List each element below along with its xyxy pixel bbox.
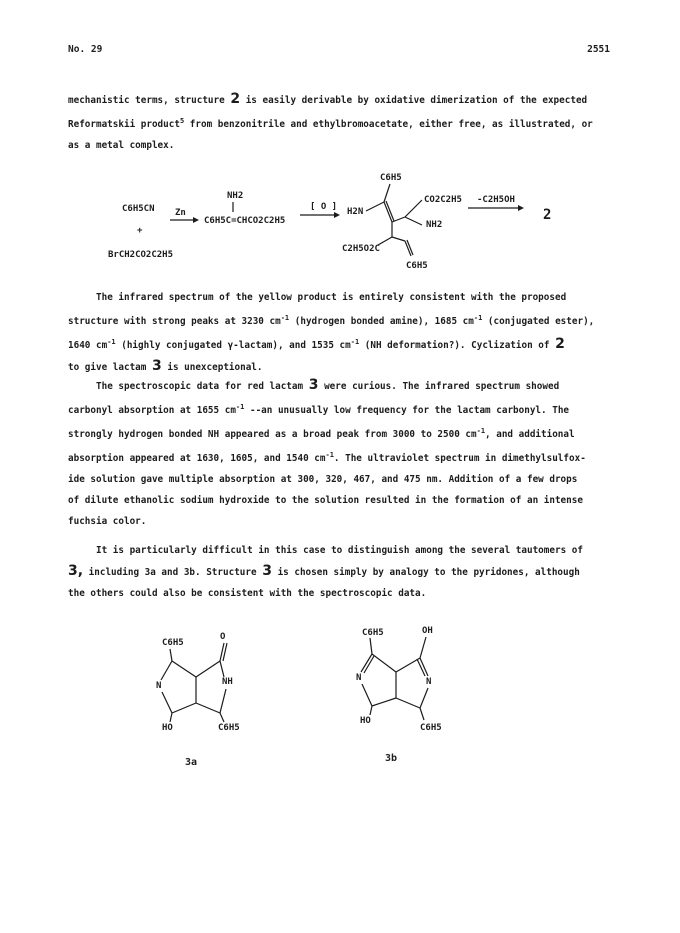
text-line: absorption appeared at 1630, 1605, and 1540 $cm^{-1}$. The ultraviolet spectrum in dimethylsulfox- [68, 451, 586, 465]
text-line: 1640 $cm^{-1}$ (highly conjugated γ-lactam), and 1535 $cm^{-1}$ (NH deformation?). Cyclization of 2 [68, 336, 565, 353]
text-line: The spectroscopic data for red lactam 3 were curious. The infrared spectrum showed [96, 377, 560, 393]
paragraph-infrared-yellow [68, 287, 608, 378]
text-line: ide solution gave multiple absorption at 300, 320, 467, and 475 nm. Addition of a few drops [68, 474, 578, 486]
structure-3a-nh: NH [222, 677, 233, 687]
reactant-benzonitrile: C6H5CN [122, 204, 155, 214]
plus-sign: + [137, 226, 143, 236]
dimer-phenyl-top: C6H5 [380, 173, 402, 183]
structure-3b-hydroxyl-top: OH [422, 626, 433, 636]
text-line: The infrared spectrum of the yellow product is entirely consistent with the proposed [96, 292, 567, 303]
structure-3b-phenyl-bottom: C6H5 [420, 723, 442, 733]
structure-3a-phenyl-bottom: C6H5 [218, 723, 240, 733]
reference-superscript: 5 [179, 117, 185, 125]
text-line: strongly hydrogen bonded NH appeared as a broad peak from 3000 to 2500 $cm^{-1}$, and additional [68, 427, 575, 441]
paragraph-spectroscopic-data [68, 375, 608, 532]
compound-ref: 3, [68, 563, 84, 579]
structure-3b-phenyl-top: C6H5 [362, 628, 384, 638]
compound-ref: 3 [262, 563, 272, 579]
structure-3a-nitrogen: N [156, 681, 162, 691]
compound-ref: 3 [151, 358, 162, 375]
structure-3a-phenyl-top: C6H5 [162, 638, 184, 648]
text-line: as a metal complex. [68, 140, 175, 152]
text-line: to give lactam 3 is unexceptional. [68, 358, 263, 375]
structure-3b-nitrogen-right: N [426, 677, 432, 687]
reagent-oxidation: [ O ] [310, 202, 338, 212]
text-line: structure with strong peaks at 3230 $cm^{-1}$ (hydrogen bonded amine), 1685 $cm^{-1}$ (conjugated ester), [68, 314, 595, 328]
intermediate-enamine: C6H5C=CHCO2C2H5 [204, 216, 286, 226]
text-line: of dilute ethanolic sodium hydroxide to the solution resulted in the formation of an intense [68, 495, 583, 507]
text-line: fuchsia color. [68, 516, 147, 528]
compound-ref: 2 [230, 91, 241, 107]
page-number: 2551 [587, 44, 610, 55]
reagent-ethanol-loss: -C2H5OH [477, 195, 515, 205]
paragraph-mechanism [68, 89, 608, 156]
text-line: mechanistic terms, structure 2 is easily derivable by oxidative dimerization of the expected [68, 91, 588, 107]
structure-3a [140, 625, 290, 770]
reactant-ethylbromoacetate: BrCH2CO2C2H5 [108, 250, 174, 260]
structure-3a-hydroxyl: HO [162, 723, 173, 733]
dimer-amine-left: H2N [347, 207, 364, 217]
product-2: 2 [543, 207, 552, 223]
structure-3b-label: 3b [385, 753, 398, 764]
dimer-ester-right: CO2C2H5 [424, 195, 462, 205]
paragraph-tautomers [68, 540, 608, 604]
text-line: the others could also be consistent with the spectroscopic data. [68, 588, 427, 599]
page-issue-number: No. 29 [68, 44, 103, 55]
compound-ref: 2 [555, 336, 565, 353]
text-line: It is particularly difficult in this case to distinguish among the several tautomers of [96, 545, 583, 556]
dimer-phenyl-bottom: C6H5 [406, 261, 428, 271]
reaction-scheme [0, 165, 680, 280]
structure-3a-oxo: O [220, 632, 226, 642]
structure-3b-nitrogen-left: N [356, 673, 362, 683]
structure-3b-hydroxyl-bottom: HO [360, 716, 371, 726]
reagent-zinc: Zn [175, 208, 186, 218]
structure-3a-label: 3a [185, 757, 198, 768]
text-line: carbonyl absorption at 1655 $cm^{-1}$ --an unusually low frequency for the lactam carbonyl. The [68, 403, 570, 417]
intermediate-amine-group: NH2 [227, 191, 244, 201]
structure-3b [340, 620, 490, 770]
dimer-amine-right: NH2 [426, 220, 443, 230]
dimer-ester-left: C2H5O2C [342, 244, 380, 254]
text-line: 3, including 3a and 3b. Structure 3 is chosen simply by analogy to the pyridones, although [68, 563, 580, 579]
compound-ref: 3 [308, 377, 319, 393]
text-line: Reformatskii product$^5$ from benzonitrile and ethylbromoacetate, either free, as illustrated, or [68, 117, 593, 131]
